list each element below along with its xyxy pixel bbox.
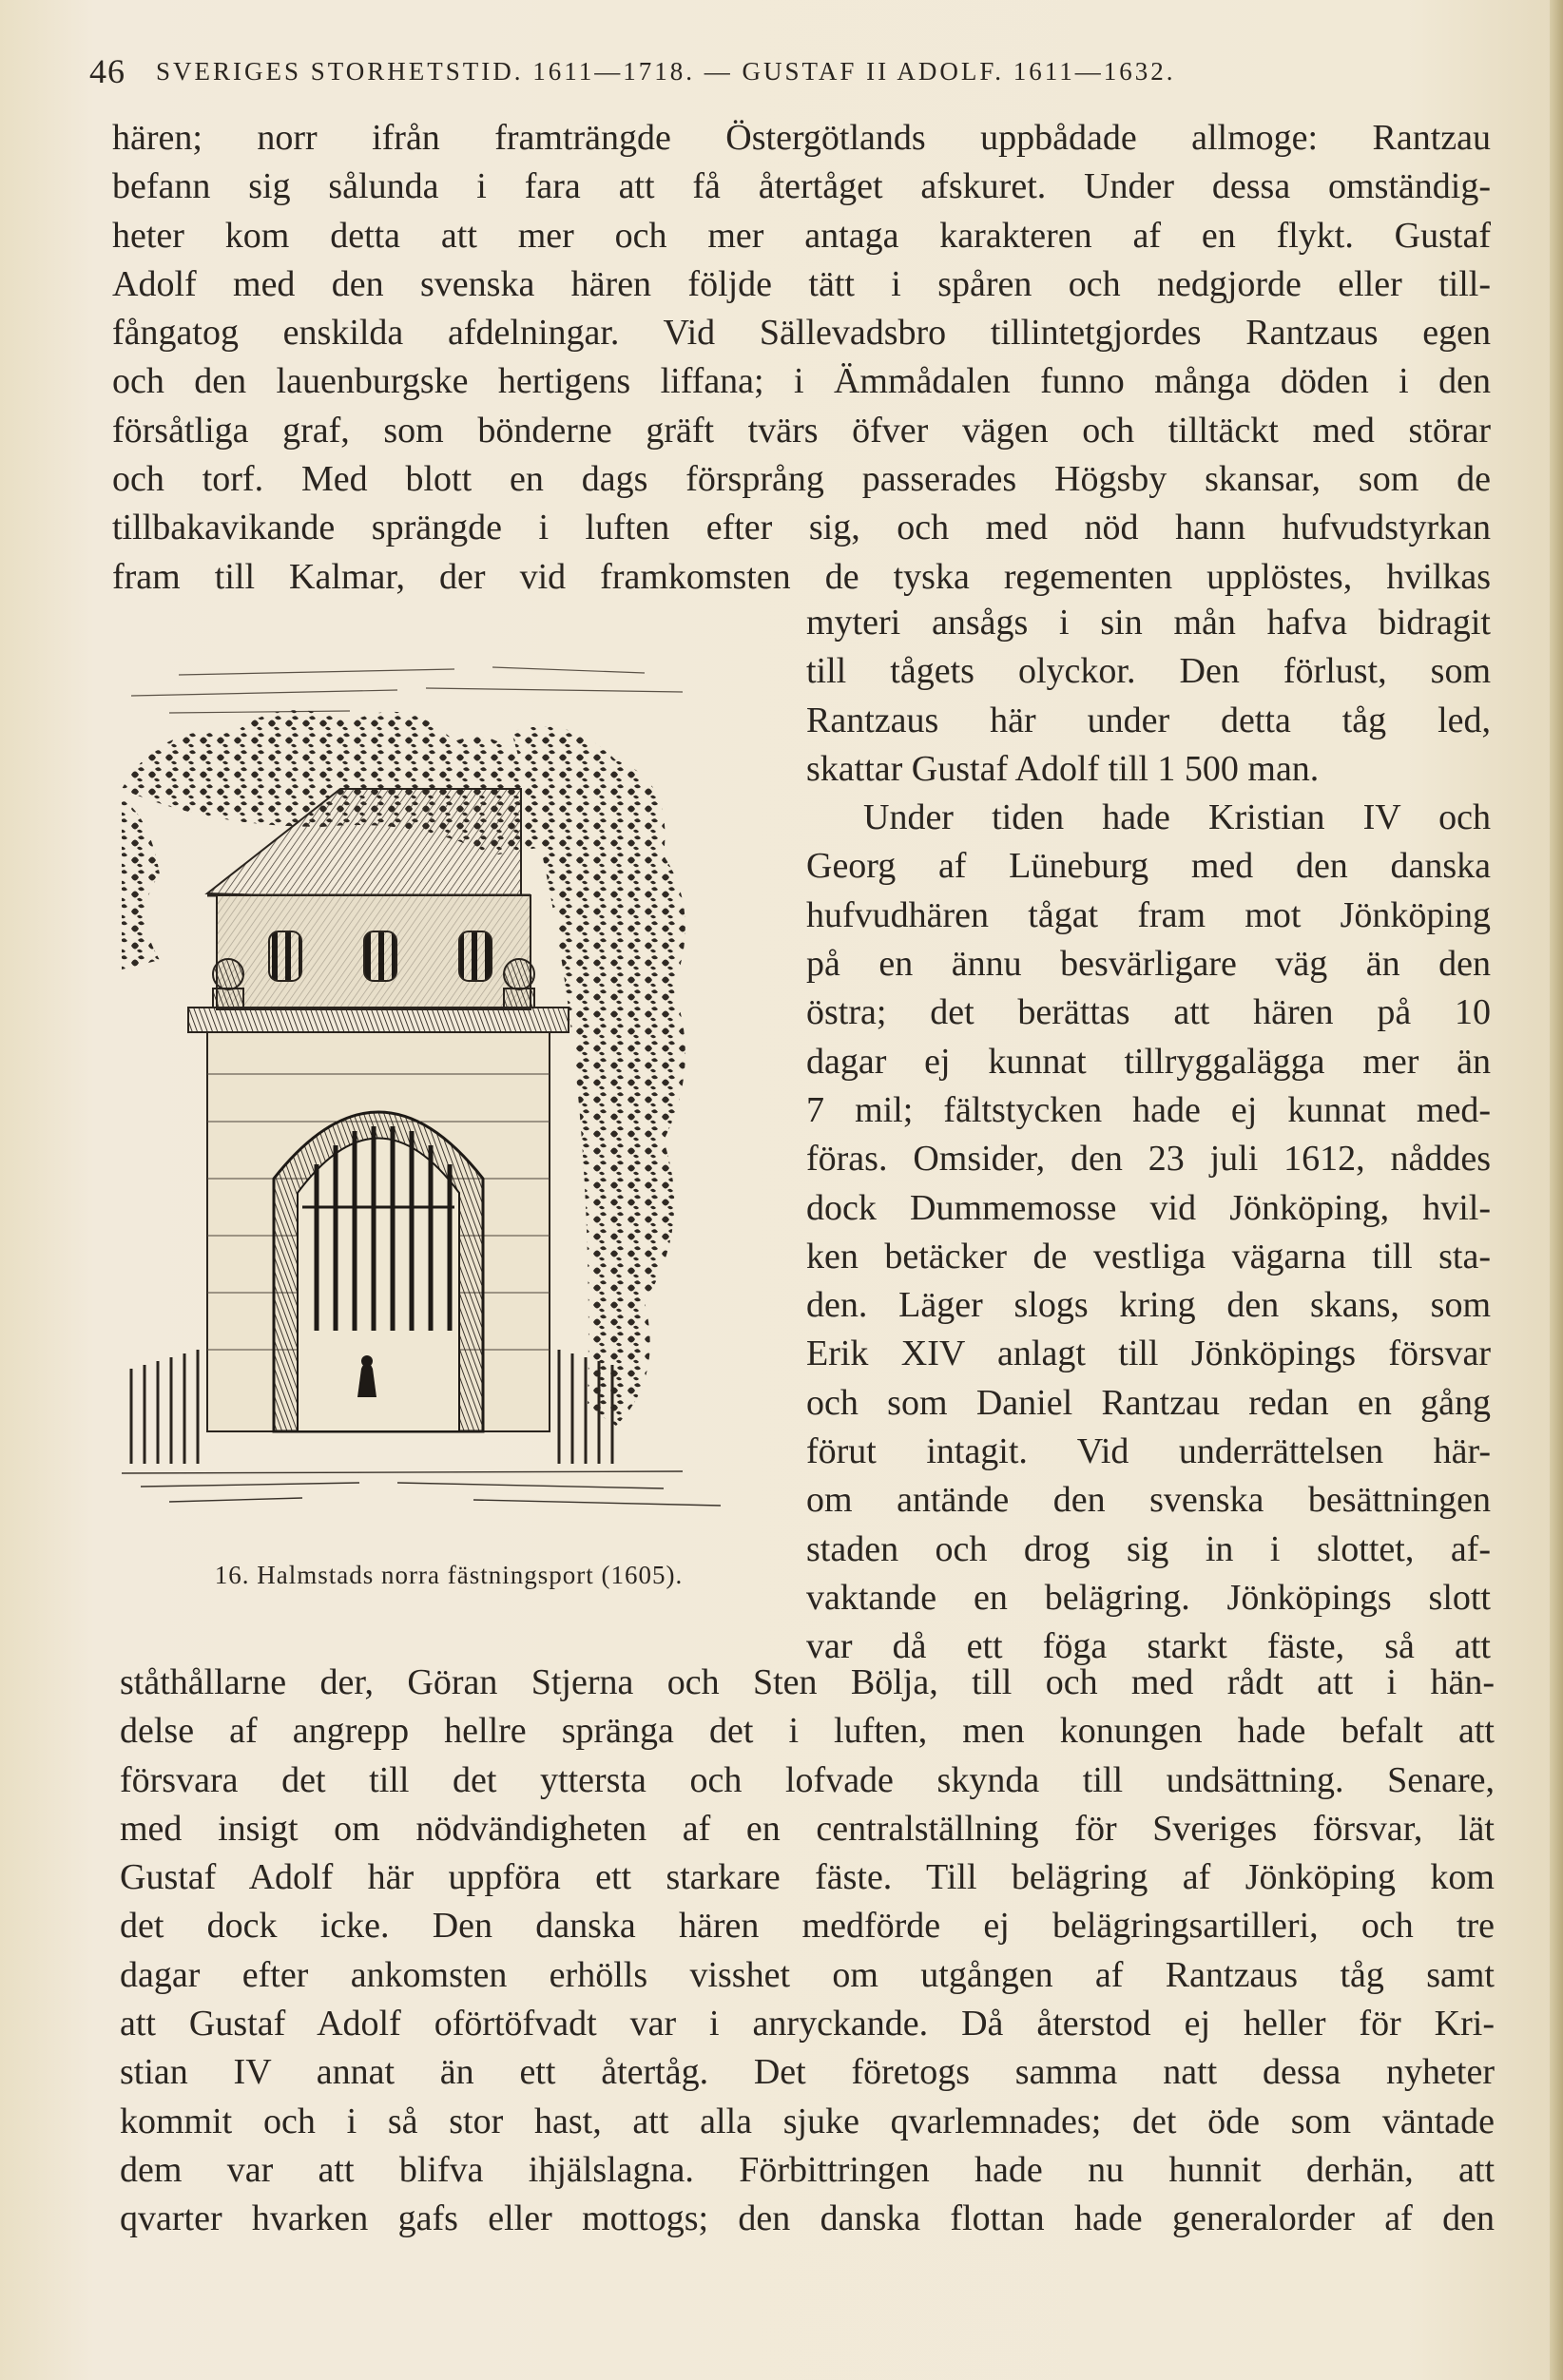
text-line: och som Daniel Rantzau redan en gång [806, 1382, 1491, 1423]
text-line: Under tiden hade Kristian IV och [863, 797, 1491, 838]
text-line: det dock icke. Den danska hären medförde ej belägringsartilleri, och tre [120, 1906, 1495, 1947]
text-line: och den lauenburgske hertigens liffana; i Ämmådalen funno många döden i den [112, 361, 1491, 402]
text-block-top [112, 114, 1491, 602]
figure-engraving [112, 646, 785, 1540]
page-edge [1550, 0, 1563, 2380]
text-line: dagar ej kunnat tillryggalägga mer än [806, 1041, 1491, 1082]
text-line: föras. Omsider, den 23 juli 1612, nåddes [806, 1139, 1491, 1180]
text-line: 7 mil; fältstycken hade ej kunnat med- [806, 1089, 1491, 1130]
gate-engraving-illustration [112, 646, 785, 1540]
text-line: försåtliga graf, som bönderne gräft tvärs öfver vägen och tilltäckt med störar [112, 410, 1491, 451]
running-head [89, 49, 1496, 93]
text-line: ken betäcker de vestliga vägarna till sta- [806, 1236, 1491, 1276]
text-line: dock Dummemosse vid Jönköping, hvil- [806, 1187, 1491, 1228]
text-line: till tågets olyckor. Den förlust, som [806, 651, 1491, 692]
text-line: skattar Gustaf Adolf till 1 500 man. [806, 748, 1320, 789]
text-line: dagar efter ankomsten erhölls visshet om utgången af Rantzaus tåg samt [120, 1954, 1495, 1995]
page-number: 46 [89, 52, 125, 90]
text-line: dem var att blifva ihjälslagna. Förbittringen hade nu hunnit derhän, att [120, 2149, 1495, 2190]
text-line: med insigt om nödvändigheten af en centralställning för Sveriges försvar, lät [120, 1808, 1495, 1849]
text-line: kommit och i så stor hast, att alla sjuke qvarlemnades; det öde som väntade [120, 2101, 1495, 2141]
text-line: Gustaf Adolf här uppföra ett starkare fäste. Till belägring af Jönköping kom [120, 1857, 1495, 1898]
text-line: fångatog enskilda afdelningar. Vid Sällevadsbro tillintetgjordes Rantzaus egen [112, 313, 1491, 354]
text-line: Adolf med den svenska hären följde tätt i spåren och nedgjorde eller till- [112, 263, 1491, 304]
text-line: Erik XIV anlagt till Jönköpings försvar [806, 1334, 1491, 1374]
text-line: och torf. Med blott en dags försprång passerades Högsby skansar, som de [112, 459, 1491, 500]
text-line: var då ett föga starkt fäste, så att [806, 1626, 1491, 1667]
text-line: att Gustaf Adolf oförtöfvadt var i anryckande. Då återstod ej heller för Kri- [120, 2004, 1495, 2044]
text-line: stian IV annat än ett återtåg. Det företogs samma natt dessa nyheter [120, 2052, 1495, 2093]
text-line: hufvudhären tågat fram mot Jönköping [806, 894, 1491, 935]
text-line: delse af angrepp hellre spränga det i luften, men konungen hade befalt att [120, 1711, 1495, 1752]
text-line: förut intagit. Vid underrättelsen här- [806, 1431, 1491, 1472]
text-line: myteri ansågs i sin mån hafva bidragit [806, 603, 1491, 643]
text-line: vaktande en belägring. Jönköpings slott [806, 1577, 1491, 1618]
text-line: på en ännu besvärligare väg än den [806, 944, 1491, 985]
text-line: heter kom detta att mer och mer antaga karakteren af en flykt. Gustaf [112, 215, 1491, 256]
text-line: tillbakavikande sprängde i luften efter sig, och med nöd hann hufvudstyrkan [112, 508, 1491, 548]
text-block-bottom [120, 1659, 1495, 2244]
text-line: ståthållarne der, Göran Stjerna och Sten Bölja, till och med rådt att i hän- [120, 1662, 1495, 1702]
text-line: Georg af Lüneburg med den danska [806, 846, 1491, 887]
text-line: om antände den svenska besättningen [806, 1480, 1491, 1521]
text-line: fram till Kalmar, der vid framkomsten de tyska regementen upplöstes, hvilkas [112, 556, 1491, 597]
text-line: östra; det berättas att hären på 10 [806, 992, 1491, 1033]
text-block-right [806, 599, 1491, 1672]
text-line: staden och drog sig in i slottet, af- [806, 1528, 1491, 1569]
text-line: befann sig sålunda i fara att få återtåget afskuret. Under dessa omständig- [112, 166, 1491, 207]
text-line: försvara det till det yttersta och lofvade skynda till undsättning. Senare, [120, 1759, 1495, 1800]
text-line: qvarter hvarken gafs eller mottogs; den danska flottan hade generalorder af den [120, 2198, 1495, 2239]
figure-caption: 16. Halmstads norra fästningsport (1605). [214, 1561, 684, 1589]
text-line: hären; norr ifrån framträngde Östergötlands uppbådade allmoge: Rantzau [112, 118, 1491, 158]
text-line: Rantzaus här under detta tåg led, [806, 700, 1491, 740]
text-line: den. Läger slogs kring den skans, som [806, 1285, 1491, 1326]
running-title: SVERIGES STORHETSTID. 1611—1718. — GUSTAF II ADOLF. 1611—1632. [156, 56, 1176, 86]
